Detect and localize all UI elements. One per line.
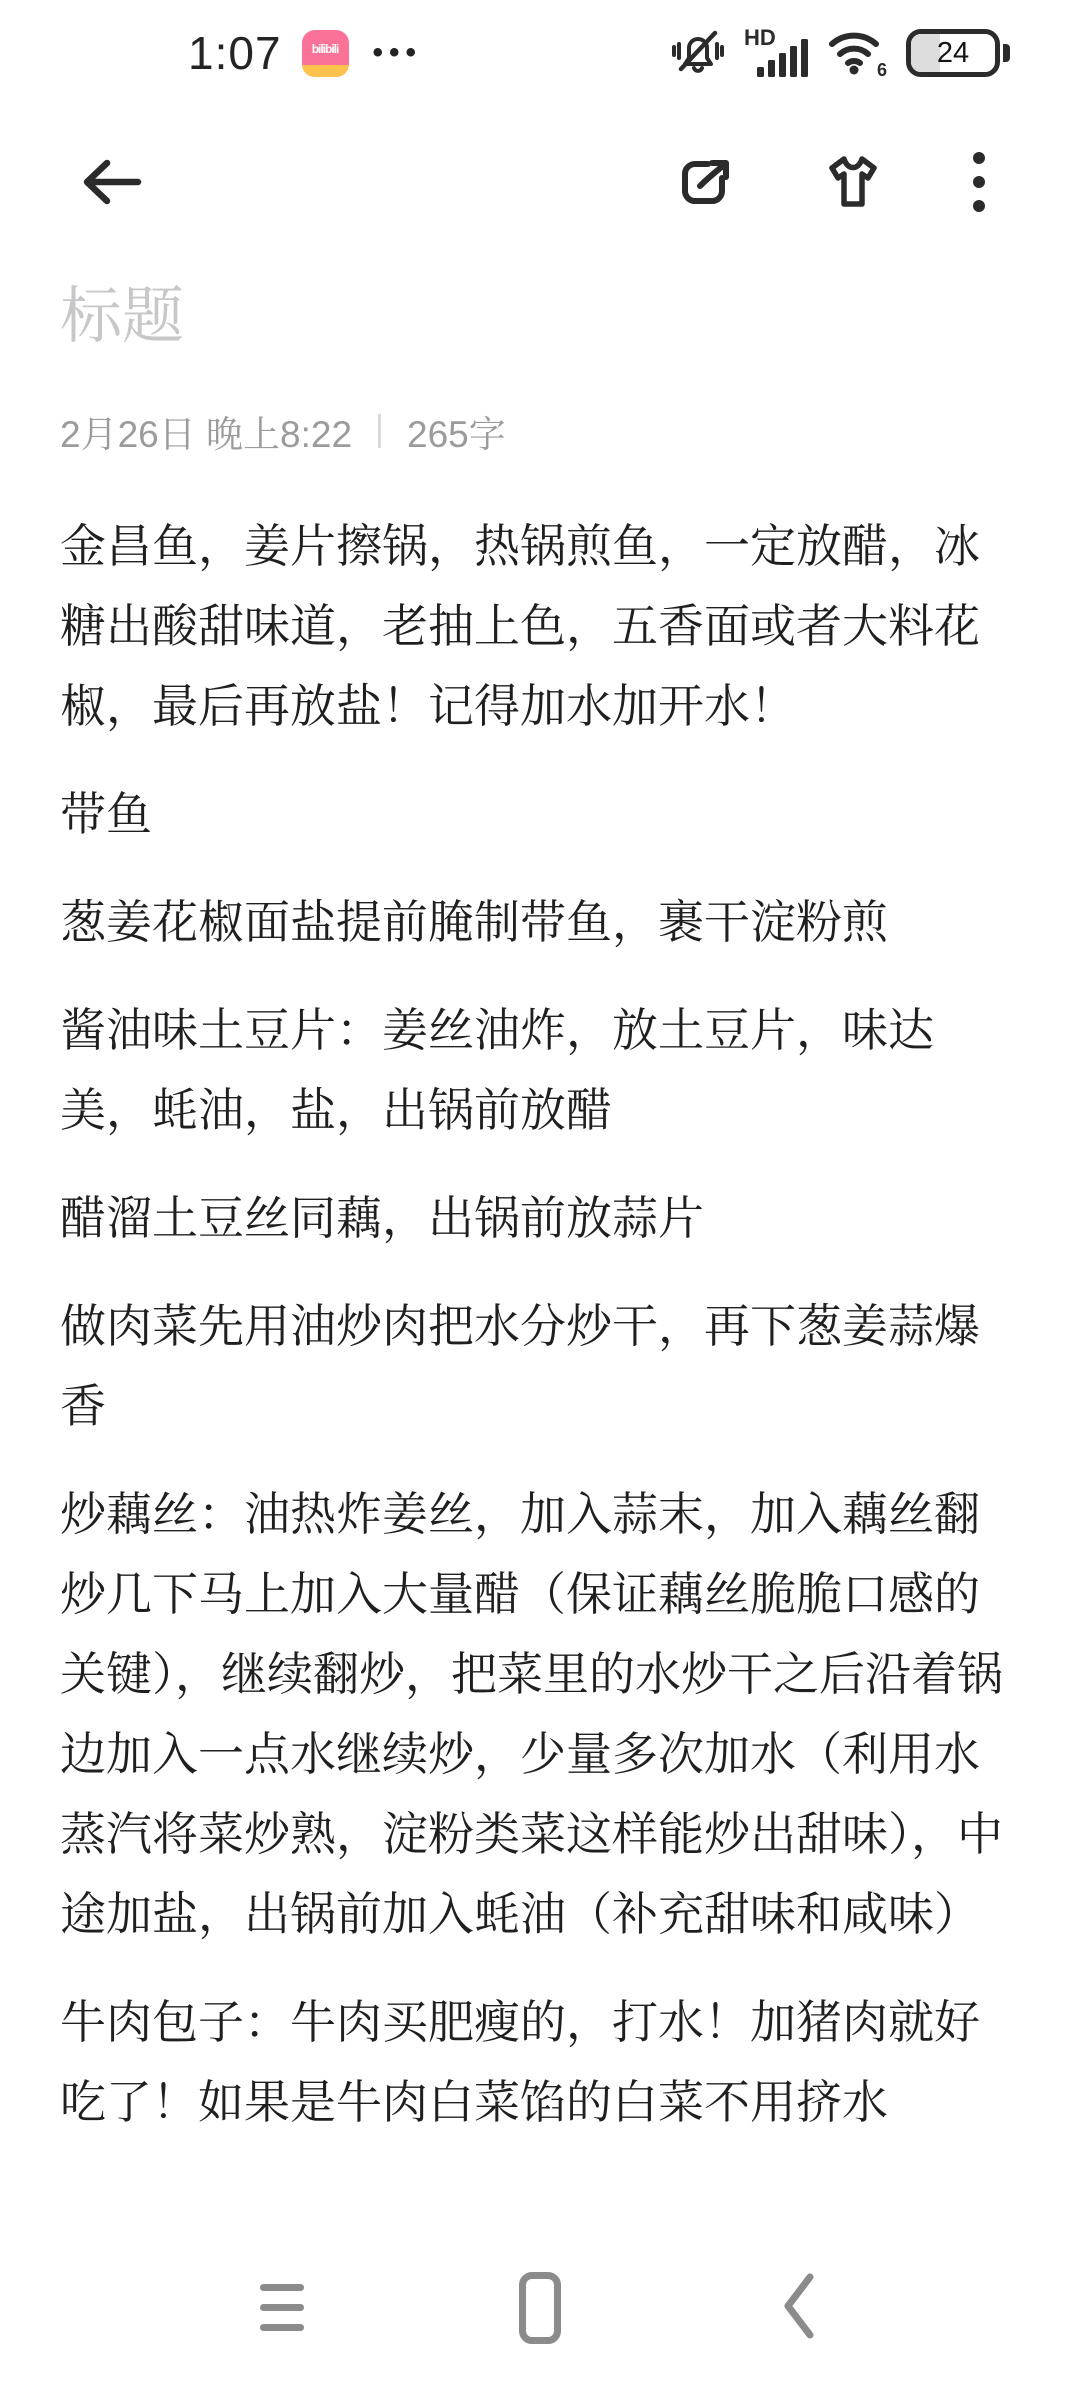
note-paragraph[interactable]: 酱油味土豆片：姜丝油炸，放土豆片，味达美，蚝油，盐，出锅前放醋 — [60, 1004, 934, 1136]
clock: 1:07 — [188, 27, 282, 79]
more-menu-button[interactable] — [972, 150, 986, 217]
theme-button[interactable] — [820, 152, 886, 215]
chevron-left-icon — [778, 2269, 818, 2346]
share-button[interactable] — [674, 152, 734, 215]
cellular-signal-icon — [744, 27, 808, 79]
toolbar-actions — [674, 150, 986, 217]
note-meta — [60, 404, 1022, 458]
note-paragraph[interactable]: 做肉菜先用油炒肉把水分炒干，再下葱姜蒜爆香 — [60, 1300, 980, 1432]
note-paragraph[interactable]: 醋溜土豆丝同藕，出锅前放蒜片 — [60, 1192, 704, 1244]
bilibili-notification-icon: bilibili — [302, 30, 349, 77]
note-word-count: 265字 — [407, 414, 506, 455]
home-button[interactable] — [509, 2266, 571, 2350]
recents-menu-icon — [260, 2284, 304, 2331]
note-toolbar — [0, 128, 1080, 238]
share-export-icon — [674, 152, 734, 215]
back-button[interactable] — [76, 154, 146, 213]
status-bar-left — [188, 26, 422, 80]
tshirt-icon — [820, 152, 886, 215]
note-paragraph[interactable]: 炒藕丝：油热炸姜丝，加入蒜末，加入藕丝翻炒几下马上加入大量醋（保证藕丝脆脆口感的关键），继续翻炒，把菜里的水炒干之后沿着锅边加入一点水继续炒，少量多次加水（利用水蒸汽将菜炒熟，淀粉类菜这样能炒出甜味），中途加盐，出锅前加入蚝油（补充甜味和咸味） — [60, 1488, 1003, 1940]
note-date: 2月26日 晚上8:22 — [60, 414, 353, 455]
status-bar-right — [670, 25, 1010, 82]
system-navigation-bar — [0, 2215, 1080, 2400]
more-notifications-dots: ••• — [372, 36, 423, 69]
note-paragraph[interactable]: 葱姜花椒面盐提前腌制带鱼，裹干淀粉煎 — [60, 896, 888, 948]
nav-back-button[interactable] — [767, 2266, 829, 2350]
meta-divider — [378, 414, 381, 448]
status-bar — [0, 0, 1080, 100]
wifi-icon — [826, 25, 888, 82]
battery-icon — [906, 29, 1010, 77]
note-title-input[interactable]: 标题 — [60, 282, 185, 351]
signal-bars — [757, 39, 808, 77]
note-paragraph[interactable]: 金昌鱼，姜片擦锅，热锅煎鱼，一定放醋，冰糖出酸甜味道，老抽上色，五香面或者大料花椒，最后再放盐！记得加水加开水！ — [60, 520, 980, 732]
bilibili-icon-banner — [302, 65, 349, 77]
battery-nub — [1003, 44, 1010, 62]
home-icon — [519, 2272, 561, 2344]
note-paragraph[interactable]: 带鱼 — [60, 788, 152, 840]
mute-bell-icon — [670, 26, 726, 81]
back-arrow-icon — [76, 154, 146, 213]
note-paragraph[interactable]: 牛肉包子：牛肉买肥瘦的，打水！加猪肉就好吃了！如果是牛肉白菜馅的白菜不用挤水 — [60, 1996, 980, 2128]
kebab-menu-icon — [972, 150, 986, 217]
recents-button[interactable] — [251, 2266, 313, 2350]
hd-badge: HD — [744, 25, 776, 50]
note-editor — [60, 238, 1022, 2170]
note-body-input[interactable] — [60, 506, 1022, 2142]
wifi-6-label: 6 — [877, 59, 888, 77]
battery-percent: 24 — [936, 36, 970, 69]
